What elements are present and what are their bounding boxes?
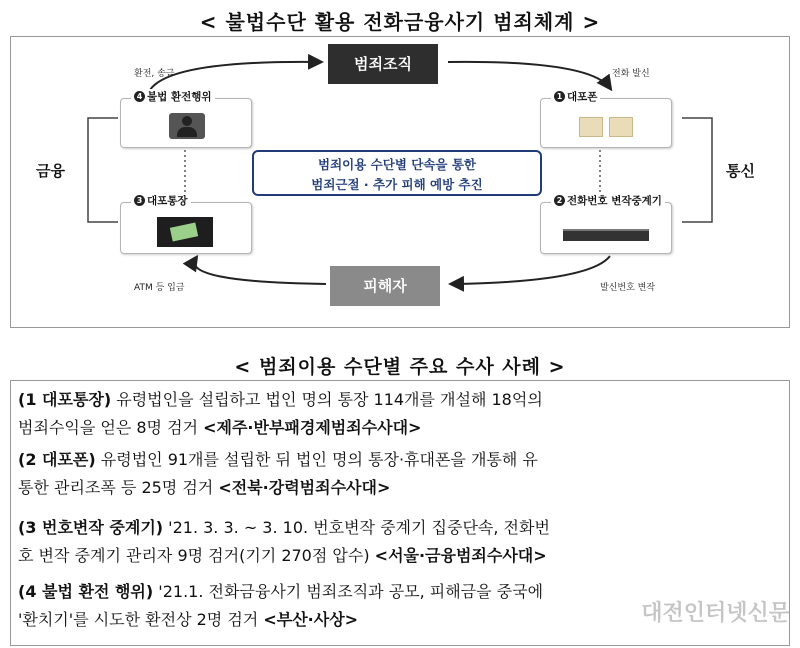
case-text: 유령법인을 설립하고 법인 명의 통장 114개를 개설해 18억의	[111, 390, 543, 409]
case-text: '21.1. 전화금융사기 범죄조직과 공모, 피해금을 중국에	[153, 582, 544, 601]
edge-label-atm: ATM 등 입금	[134, 283, 185, 293]
card-label: 전화번호 변작중계기	[567, 195, 662, 207]
arrow-org-to-phone	[448, 62, 610, 88]
center-line-2: 범죄근절 · 추가 피해 예방 추진	[311, 177, 483, 192]
card-illegal-exchange	[120, 91, 252, 148]
case-unit: <전북·강력범죄수사대>	[218, 478, 391, 497]
bankbook-icon	[157, 217, 213, 247]
sim-card-icon	[579, 117, 603, 137]
center-message	[252, 150, 542, 196]
case-item	[18, 386, 788, 442]
case-item	[18, 446, 788, 502]
sim-card-icon	[609, 117, 633, 137]
case-head: (1 대포통장)	[18, 390, 112, 409]
case-text: '21. 3. 3. ~ 3. 10. 번호변작 중계기 집중단속, 전화번	[163, 518, 550, 537]
case-unit: <제주·반부패경제범죄수사대>	[203, 418, 422, 437]
card-number-badge: 4	[134, 91, 145, 102]
edge-label-exchange: 환전, 송금	[134, 69, 175, 79]
case-text: '환치기'를 시도한 환전상 2명 검거	[18, 610, 264, 629]
arrow-exchange-to-org	[150, 62, 320, 90]
case-unit: <서울·금융범죄수사대>	[374, 546, 547, 565]
case-item	[18, 514, 788, 570]
side-label-finance: 금융	[36, 162, 65, 180]
card-number-badge: 3	[134, 195, 145, 206]
arrow-relay-to-victim	[452, 256, 610, 284]
relay-device-icon	[563, 229, 649, 241]
case-text: 유령법인 91개를 설립한 뒤 법인 명의 통장·휴대폰을 개통해 유	[95, 450, 538, 469]
card-number-badge: 2	[554, 195, 565, 206]
card-label: 대포폰	[567, 91, 598, 103]
diagram-title: < 불법수단 활용 전화금융사기 범죄체계 >	[199, 10, 601, 34]
case-text: 범죄수익을 얻은 8명 검거	[18, 418, 204, 437]
case-head: (4 불법 환전 행위)	[18, 582, 154, 601]
organization-node: 범죄조직	[328, 44, 438, 84]
case-unit: <부산·사상>	[263, 610, 359, 629]
card-number-badge: 1	[554, 91, 565, 102]
edge-label-spoof: 발신번호 변작	[600, 283, 656, 293]
watermark: 대전인터넷신문	[641, 601, 790, 626]
case-head: (2 대포폰)	[18, 450, 96, 469]
side-label-telecom: 통신	[726, 162, 755, 180]
victim-node: 피해자	[330, 266, 440, 306]
case-text: 통한 관리조폭 등 25명 검거	[18, 478, 219, 497]
arrow-victim-to-account	[194, 258, 326, 284]
card-burner-account	[120, 195, 252, 254]
case-head: (3 번호변작 중계기)	[18, 518, 164, 537]
person-icon	[169, 113, 205, 139]
edge-label-call: 전화 발신	[612, 69, 650, 79]
card-burner-phone	[540, 91, 672, 148]
center-line-1: 범죄이용 수단별 단속을 통한	[318, 157, 476, 172]
card-label: 불법 환전행위	[147, 91, 212, 103]
card-label: 대포통장	[147, 195, 188, 207]
case-text: 호 변작 중계기 관리자 9명 검거(기기 270점 압수)	[18, 546, 375, 565]
card-relay-device	[540, 195, 672, 254]
cases-title: < 범죄이용 수단별 주요 수사 사례 >	[234, 356, 566, 378]
